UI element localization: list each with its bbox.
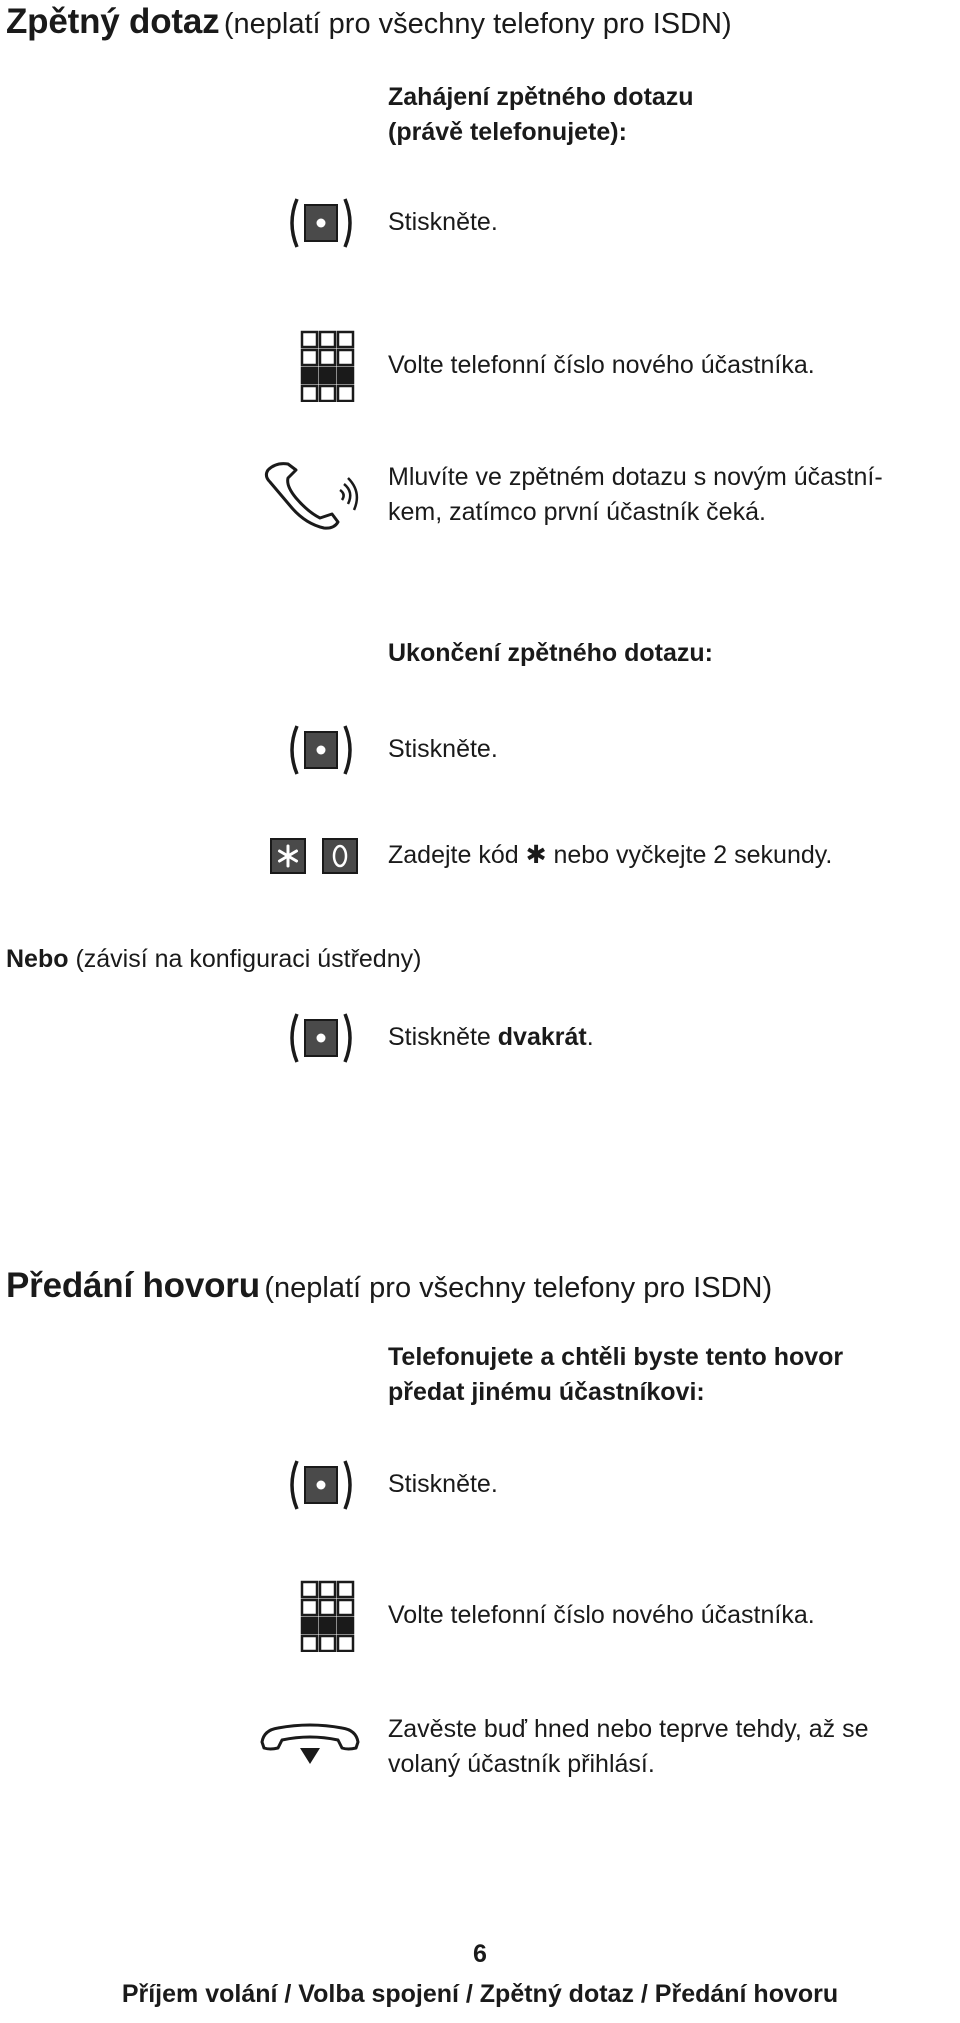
step-hangup bbox=[0, 1712, 960, 1792]
consultation-key-icon bbox=[285, 1457, 357, 1513]
transfer-intro-label: Telefonujete a chtěli byste tento hovor předat jinému účastníkovi: bbox=[388, 1343, 844, 1406]
step-end-press-text: Stiskněte. bbox=[388, 735, 498, 763]
consultation-key-icon bbox=[285, 195, 357, 251]
section-subtitle: (neplatí pro všechny telefony pro ISDN) bbox=[264, 1272, 773, 1304]
start-consultation-label: Zahájení zpětného dotazu (právě telefonujete): bbox=[388, 83, 694, 146]
page-footer: Příjem volání / Volba spojení / Zpětný dotaz / Předání hovoru bbox=[121, 1980, 839, 2008]
star-key-icon bbox=[270, 838, 306, 874]
step-transfer-dial-text: Volte telefonní číslo nového účastníka. bbox=[388, 1601, 815, 1629]
step-talk bbox=[0, 460, 960, 540]
page-number: 6 bbox=[473, 1940, 487, 1968]
step-press-text: Stiskněte. bbox=[388, 208, 498, 236]
step-code bbox=[0, 838, 960, 918]
step-code-text: Zadejte kód ✱ nebo vyčkejte 2 sekundy. bbox=[388, 841, 833, 869]
section-title: Předání hovoru bbox=[6, 1266, 260, 1305]
section-heading-consultation bbox=[6, 2, 732, 42]
step-dial-text: Volte telefonní číslo nového účastníka. bbox=[388, 351, 815, 379]
step-transfer-press-text: Stiskněte. bbox=[388, 1470, 498, 1498]
step-press-twice bbox=[0, 1010, 960, 1090]
step-press-twice-text: Stiskněte dvakrát. bbox=[388, 1023, 594, 1051]
section-heading-transfer bbox=[6, 1266, 772, 1306]
step-talk-text: Mluvíte ve zpětném dotazu s novým účastní- kem, zatímco první účastník čeká. bbox=[388, 463, 883, 526]
keypad-icon bbox=[300, 330, 356, 402]
zero-key-icon bbox=[322, 838, 358, 874]
consultation-key-icon bbox=[285, 1010, 357, 1066]
end-consultation-label: Ukončení zpětného dotazu: bbox=[388, 639, 713, 667]
handset-hangup-icon bbox=[258, 1720, 362, 1768]
step-press-key bbox=[0, 195, 960, 275]
step-end-press-key bbox=[0, 722, 960, 802]
step-transfer-dial bbox=[0, 1580, 960, 1660]
handset-talking-icon bbox=[262, 462, 362, 534]
step-hangup-text: Zavěste buď hned nebo teprve tehdy, až se volaný účastník přihlásí. bbox=[388, 1715, 869, 1778]
consultation-key-icon bbox=[285, 722, 357, 778]
section-title: Zpětný dotaz bbox=[6, 2, 220, 41]
step-transfer-press-key bbox=[0, 1457, 960, 1537]
keypad-icon bbox=[300, 1580, 356, 1652]
alternative-note: Nebo (závisí na konfiguraci ústředny) bbox=[6, 945, 422, 973]
step-dial bbox=[0, 330, 960, 410]
section-subtitle: (neplatí pro všechny telefony pro ISDN) bbox=[223, 8, 732, 40]
